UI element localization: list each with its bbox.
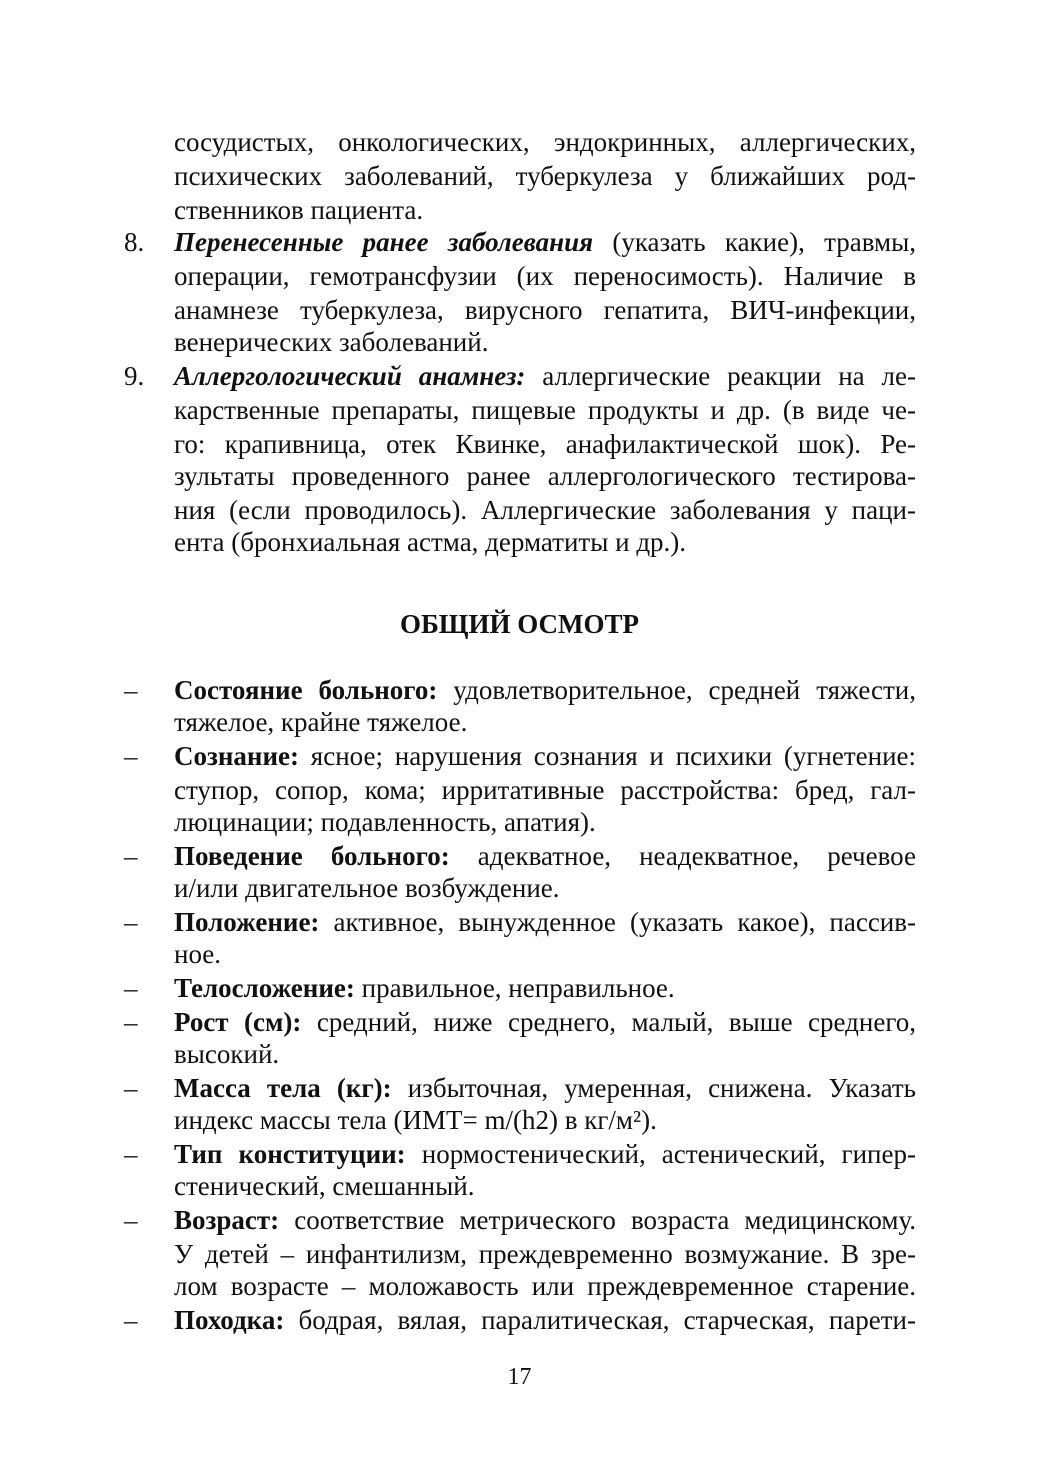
text-line: ное.: [174, 939, 222, 969]
list-item-title: Перенесенные ранее заболевания: [174, 227, 594, 257]
bullet-text: активное, вынужденное (указать какое), пассив-: [319, 907, 916, 937]
bullet-term: Поведение больного:: [174, 841, 450, 871]
text-line: психических заболеваний, туберкулеза у ближайших род-: [174, 161, 916, 191]
bullet-first-line: [174, 972, 675, 1004]
bullet-first-line: [174, 674, 916, 706]
page-number: 17: [507, 1364, 532, 1390]
text-line: стенический, смешанный.: [174, 1171, 475, 1201]
list-item-text: аллергические реакции на ле-: [525, 361, 916, 391]
text-line: ента (бронхиальная астма, дерматиты и др.).: [174, 527, 687, 557]
section-heading: ОБЩИЙ ОСМОТР: [399, 609, 640, 639]
text-line: высокий.: [174, 1039, 280, 1069]
bullet-term: Масса тела (кг):: [174, 1073, 392, 1103]
bullet-term: Положение:: [174, 907, 320, 937]
bullet-text: нормостенический, астенический, гипер-: [405, 1139, 916, 1169]
bullet-text: удовлетворительное, средней тяжести,: [437, 675, 916, 705]
bullet-text: адекватное, неадекватное, речевое: [449, 841, 916, 871]
text-line: тяжелое, крайне тяжелое.: [174, 707, 468, 737]
bullet-dash: –: [124, 1073, 138, 1103]
bullet-dash: –: [124, 741, 138, 771]
bullet-dash: –: [124, 1305, 138, 1335]
text-line: лом возрасте – моложавость или преждевременное старение.: [174, 1271, 916, 1301]
text-line: сосудистых, онкологических, эндокринных, аллергических,: [174, 127, 916, 157]
bullet-first-line: [174, 740, 916, 772]
bullet-dash: –: [124, 675, 138, 705]
bullet-dash: –: [124, 841, 138, 871]
bullet-first-line: [174, 1072, 916, 1104]
bullet-dash: –: [124, 907, 138, 937]
text-line: и/или двигательное возбуждение.: [174, 873, 560, 903]
text-line: операции, гемотрансфузии (их переносимость). Наличие в: [174, 261, 916, 291]
bullet-term: Рост (см):: [174, 1007, 302, 1037]
list-item-text: (указать какие), травмы,: [593, 227, 917, 257]
bullet-term: Сознание:: [174, 741, 299, 771]
list-number: 8.: [124, 227, 145, 257]
bullet-dash: –: [124, 973, 138, 1003]
text-line: го: крапивница, отек Квинке, анафилактической шок). Ре-: [174, 429, 916, 459]
text-line: венерических заболеваний.: [174, 327, 489, 357]
bullet-first-line: [174, 906, 916, 938]
bullet-first-line: [174, 1304, 916, 1336]
bullet-first-line: [174, 840, 916, 872]
bullet-text: соответствие метрического возраста медицинскому.: [279, 1205, 916, 1235]
bullet-dash: –: [124, 1007, 138, 1037]
bullet-text: бодрая, вялая, паралитическая, старческая, парети-: [284, 1305, 916, 1335]
bullet-first-line: [174, 1138, 916, 1170]
bullet-text: ясное; нарушения сознания и психики (угнетение:: [299, 741, 916, 771]
text-line: карственные препараты, пищевые продукты и др. (в виде че-: [174, 395, 916, 425]
bullet-term: Состояние больного:: [174, 675, 438, 705]
list-item-first-line: [174, 360, 916, 392]
bullet-first-line: [174, 1006, 916, 1038]
text-line: ступор, сопор, кома; ирритативные расстройства: бред, гал-: [174, 775, 916, 805]
list-number: 9.: [124, 361, 145, 391]
bullet-dash: –: [124, 1139, 138, 1169]
bullet-dash: –: [124, 1205, 138, 1235]
bullet-text: средний, ниже среднего, малый, выше среднего,: [301, 1007, 916, 1037]
bullet-first-line: [174, 1204, 916, 1236]
bullet-term: Тип конституции:: [174, 1139, 406, 1169]
bullet-term: Походка:: [174, 1305, 285, 1335]
list-item-first-line: [174, 226, 916, 258]
text-line: индекс массы тела (ИМТ= m/(h2) в кг/м²).: [174, 1105, 657, 1135]
text-line: зультаты проведенного ранее аллергологического тестирова-: [174, 461, 916, 491]
text-line: ния (если проводилось). Аллергические заболевания у паци-: [174, 495, 916, 525]
text-line: люцинации; подавленность, апатия).: [174, 807, 596, 837]
bullet-term: Возраст:: [174, 1205, 280, 1235]
text-line: ственников пациента.: [174, 195, 424, 225]
bullet-term: Телосложение:: [174, 973, 355, 1003]
list-item-title: Аллергологический анамнез:: [174, 361, 526, 391]
text-line: анамнезе туберкулеза, вирусного гепатита, ВИЧ-инфекции,: [174, 295, 916, 325]
bullet-text: избыточная, умеренная, снижена. Указать: [391, 1073, 916, 1103]
text-line: У детей – инфантилизм, преждевременно возмужание. В зре-: [174, 1239, 916, 1269]
bullet-text: правильное, неправильное.: [354, 973, 675, 1003]
